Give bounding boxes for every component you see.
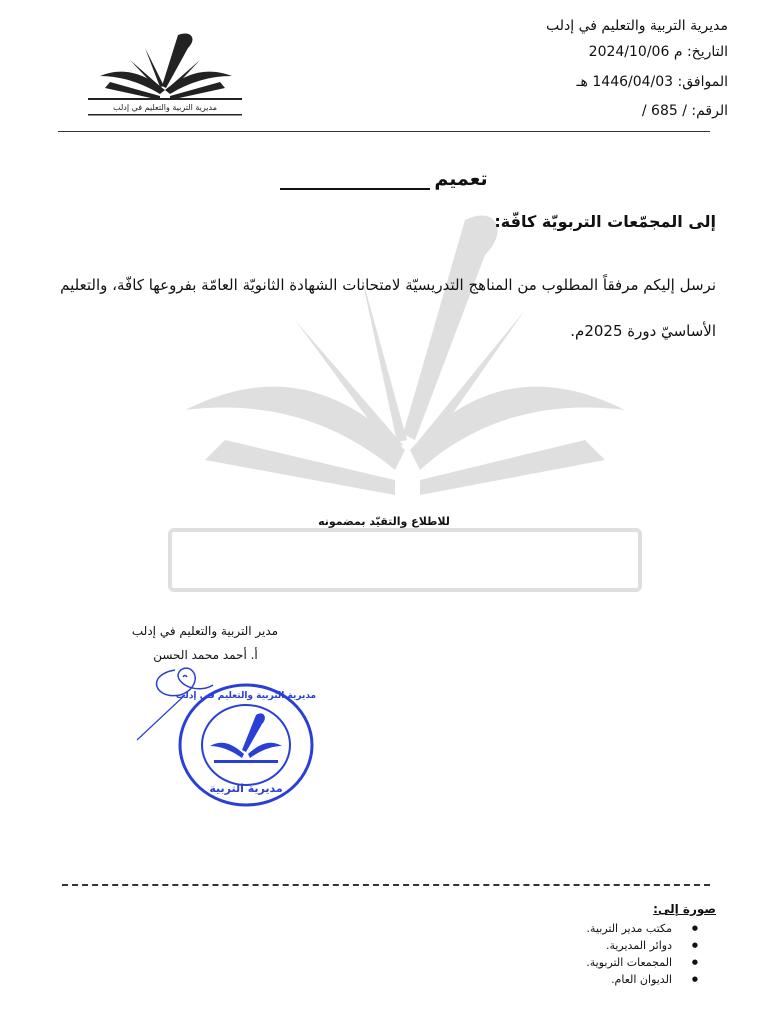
footer-divider	[62, 884, 710, 886]
title-row	[0, 168, 768, 190]
date-value: 2024/10/06 م	[588, 44, 683, 60]
list-item: ● دوائر المديرية.	[586, 937, 698, 954]
official-stamp	[176, 680, 316, 810]
header-divider	[58, 131, 710, 132]
logo-caption: مديرية التربية والتعليم في إدلب	[113, 103, 217, 112]
list-item: ● الديوان العام.	[586, 971, 698, 988]
document-title: تعميم	[434, 168, 488, 190]
hijri-date-line	[576, 74, 728, 90]
reference-line	[642, 103, 728, 119]
instruction-line: للاطلاع والتقيّد بمضمونه	[318, 515, 450, 528]
svg-text:مديرية التربية: مديرية التربية	[209, 782, 283, 795]
hijri-label: الموافق:	[677, 74, 728, 90]
reference-label: الرقم:	[691, 103, 728, 119]
svg-text:مديرية التربية والتعليم في إدل: مديرية التربية والتعليم في إدلب	[176, 691, 316, 701]
reference-value: / 685 /	[641, 103, 687, 119]
cc-list	[586, 920, 698, 988]
hijri-value: 1446/04/03 هـ	[576, 74, 674, 90]
date-label: التاريخ:	[686, 44, 728, 60]
organization-name: مديرية التربية والتعليم في إدلب	[546, 18, 728, 34]
organization-logo	[80, 30, 250, 118]
body-paragraph: نرسل إليكم مرفقاً المطلوب من المناهج التدريسيّة لامتحانات الشهادة الثانويّة العامّة بفروعها كافّة، والتعليم الأساسيّ دورة 2025م.	[60, 276, 716, 340]
addressee: إلى المجمّعات التربويّة كافّة:	[494, 212, 716, 231]
signatory-name: أ. أحمد محمد الحسن	[153, 648, 258, 662]
title-underline	[280, 176, 430, 190]
date-line	[589, 44, 728, 60]
cc-heading: صورة إلى:	[653, 902, 716, 916]
list-item: ● مكتب مدير التربية.	[586, 920, 698, 937]
signatory-title: مدير التربية والتعليم في إدلب	[131, 624, 279, 638]
list-item: ● المجمعات التربوية.	[586, 954, 698, 971]
